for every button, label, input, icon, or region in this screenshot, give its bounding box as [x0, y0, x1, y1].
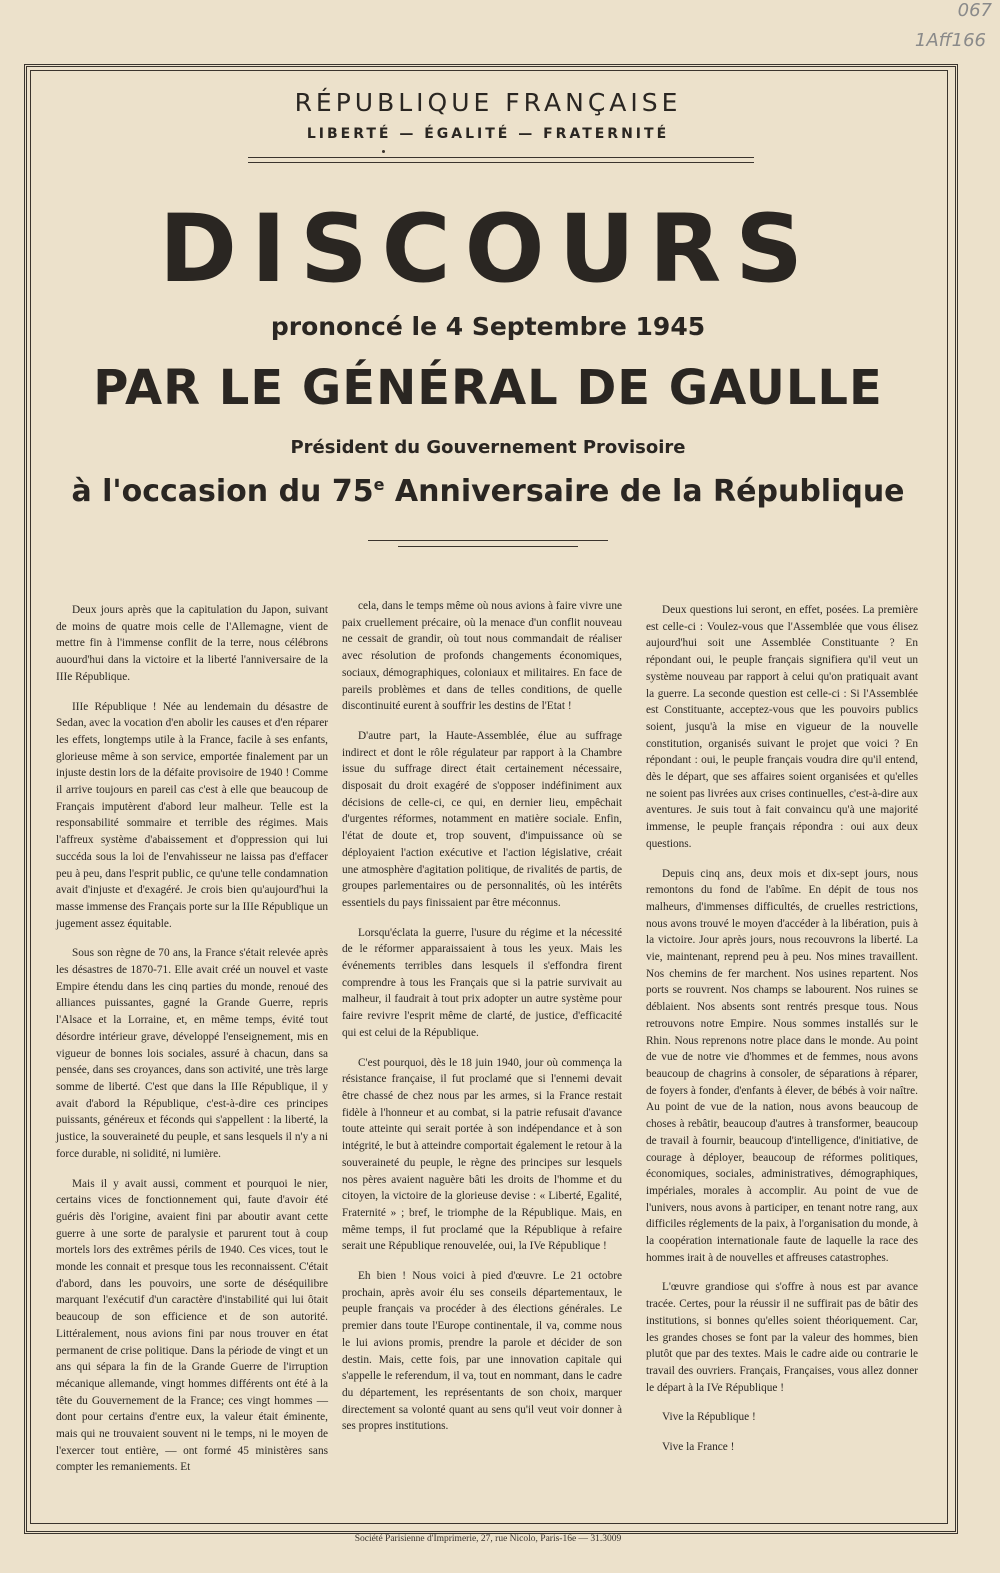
archive-reference: 1Aff166 [914, 30, 986, 51]
title-rule [398, 546, 578, 547]
paragraph: Depuis cinq ans, deux mois et dix-sept jours, nous remontons du fond de l'abîme. En dépit de tous nos malheurs, d'immenses difficultés, de cruelles restrictions, nous avons trouvé le moyen d'accéder à la libération, puis à la victoire. Jour après jours, nous recouvrons la liberté. La vie, maintenant, reprend peu à peu. Nos mines travaillent. Nos chemins de fer marchent. Nos usines repartent. Nos ports se rouvrent. Nos champs se labourent. Nos ruines se déblaient. Nos absents sont rentrés presque tous. Nous retrouvons notre Empire. Nous sommes installés sur le Rhin. Nous reprenons notre place dans le monde. Au point de vue de notre vie d'hommes et de femmes, nous avons beaucoup de chagrins à consoler, de séparations à réparer, de foyers à fonder, d'enfants à élever, de bébés à voir naître. Au point de vue de la nation, nous avons beaucoup de choses à rebâtir, beaucoup d'autres à transformer, beaucoup de travail à fournir, beaucoup d'intelligence, d'initiative, de courage à déployer, beaucoup de réformes politiques, économiques, sociales, administratives, démographiques, impériales, morales à accomplir. Au point de vue de l'univers, nous avons à participer, en tenant notre rang, aux difficiles réglements de la paix, à l'organisation du monde, à la coopération internationale faute de laquelle la race des hommes irait à de nouvelles et affreuses catastrophes. [646, 867, 918, 1264]
paragraph: Eh bien ! Nous voici à pied d'œuvre. Le 21 octobre prochain, après avoir élu ses conseils départementaux, le peuple français va procéder à des élections générales. Le premier dans toute l'Europe continentale, il va, comme nous le lui avions promis, prendre la parole et décider de son destin. Mais, cette fois, par une innovation capitale qui s'appelle le referendum, il va, tout en nommant, dans le cadre du département, les représentants de son choix, marquer directement sa volonté quant au sens qu'il veut voir donner à ses propres institutions. [342, 1270, 622, 1433]
text-column-3 [646, 602, 918, 1469]
closing-line: Vive la République ! [662, 1411, 756, 1424]
main-title: DISCOURS [158, 195, 817, 304]
text-column-2 [342, 598, 622, 1448]
paragraph: Sous son règne de 70 ans, la France s'était relevée après les désastres de 1870-71. Elle avait créé un nouvel et vaste Empire étendu dans les cinq parties du monde, renoué des alliances puissantes, gagné la Grande Guerre, repris l'Alsace et la Lorraine, et, en même temps, évité tout désordre intérieur grave, développé l'enseignement, mis en vigueur de bonnes lois sociales, assuré à chacun, dans sa pensée, dans ses croyances, dans son activité, une très large somme de liberté. C'est que dans la IIIe République, il y avait d'abord la République, c'est-à-dire ces principes puissants, généreux et féconds qui s'appellent : la liberté, la justice, la souveraineté du peuple, et sans lesquels il n'y a ni force durable, ni solidité, ni lumière. [56, 947, 328, 1160]
paragraph: Mais il y avait aussi, comment et pourquoi le nier, certains vices de fonctionnement qui, faute d'avoir été guéris dès l'origine, avaient fini par aboutir avant cette guerre à une sorte de paralysie et parurent tout à coup mortels lors des extrêmes périls de 1940. Ces vices, tout le monde les connait et presque tous les reconnaissent. C'était d'abord, dans les pouvoirs, une sorte de déséquilibre marquant l'exécutif d'un caractère d'instabilité qui lui ôtait beaucoup de son efficience et de son autorité. Littéralement, nous avions fini par nous trouver en état permanent de crise politique. Dans la période de vingt et un ans qui sépara la fin de la Grande Guerre de l'irruption mécanique allemande, vingt hommes différents ont été à la tête du Gouvernement de la France; ces vingt hommes — dont pour certains d'entre eux, la valeur était éminente, mais qui ne trouvaient souvent ni le temps, ni le moyen de l'exercer tout entière, — ont formé 45 ministères sans compter les remaniements. Et [56, 1177, 328, 1474]
paragraph: IIIe République ! Née au lendemain du désastre de Sedan, avec la vocation d'en abolir les causes et d'en réparer les effets, longtemps utile à la France, facile à ses enfants, glorieuse même à son service, emportée finalement par un injuste destin lors de la défaite provisoire de 1940 ! Comme il arrive toujours en pareil cas c'est à elle que beaucoup de Français imputèrent d'abord leur malheur. Telle est la responsabilité sommaire et terrible des régimes. Mais l'affreux système d'abaissement et d'oppression qui lui succéda sous la loi de l'envahisseur ne laissa pas d'effacer peu à peu, dans l'esprit public, ce qu'une telle condamnation avait d'injuste et d'exagéré. Je crois bien qu'aujourd'hui la masse immense des Français porte sur la IIIe République un jugement assez équitable. [56, 700, 328, 930]
republic-heading: RÉPUBLIQUE FRANÇAISE [294, 88, 682, 117]
ornament-dot [382, 150, 385, 153]
speaker-name: PAR LE GÉNÉRAL DE GAULLE [93, 360, 883, 416]
republic-motto: LIBERTÉ — ÉGALITÉ — FRATERNITÉ [306, 126, 670, 142]
paragraph: D'autre part, la Haute-Assemblée, élue au suffrage indirect et dont le rôle régulateur par rapport à la Chambre issue du suffrage direct était certainement nécessaire, disposait du droit exagéré de s'opposer indéfiniment aux décisions de celle-ci, ce qui, en dernier lieu, empêchait d'urgentes réformes, notamment en matière sociale. Enfin, l'état de doute et, trop souvent, d'impuissance où se déployaient l'action exécutive et l'action législative, créait une atmosphère d'agitation politique, de rivalités de partis, de groupes parlementaires ou de personnalités, où les intérêts essentiels du pays finissaient par être méconnus. [342, 729, 622, 909]
text-column-1 [56, 602, 328, 1489]
paragraph: C'est pourquoi, dès le 18 juin 1940, jour où commença la résistance française, il fut proclamé que si l'ennemi devait être chassé de chez nous par les armes, si la France restait fidèle à l'honneur et au combat, si la patrie refusait d'avance toute atteinte qui serait portée à son indépendance et à son intégrité, le but à atteindre comportait également le retour à la souveraineté du peuple, le règne des principes sur lesquels nos pères avaient naguère bâti les droits de l'homme et du citoyen, la victoire de la glorieuse devise : « Liberté, Egalité, Fraternité » ; bref, le triomphe de la République. Mais, en même temps, il fut proclamé que la République à refaire serait une République renouvelée, oui, la IVe République ! [342, 1056, 622, 1253]
printer-imprint: Société Parisienne d'Imprimerie, 27, rue Nicolo, Paris-16e — 31.3009 [354, 1534, 622, 1544]
paragraph: L'œuvre grandiose qui s'offre à nous est par avance tracée. Certes, pour la réussir il ne suffirait pas de bâtir des institutions, si bonnes qu'elles soient théoriquement. Car, les grandes choses se font par la valeur des hommes, bien plutôt que par des textes. Mais le cadre aide ou contrarie le travail des ouvriers. Français, Françaises, vous allez donner le départ à la IVe République ! [646, 1281, 918, 1394]
paragraph: Deux questions lui seront, en effet, posées. La première est celle-ci : Voulez-vous que l'Assemblée que vous élisez aujourd'hui soit une Assemblée Constituante ? En répondant oui, le peuple français signifiera qu'il veut un système nouveau par rapport à celui qu'on pratiquait avant la guerre. La seconde question est celle-ci : Si l'Assemblée est Constituante, acceptez-vous que les pouvoirs publics soient, jusqu'à la mise en vigueur de la nouvelle constitution, organisés suivant le projet que voici ? En répondant : oui, le peuple français voudra dire qu'il entend, dès le départ, que ses affaires soient organisées et qu'elles ne soient pas livrées aux crises continuelles, c'est-à-dire aux aventures. Je suis tout à fait convaincu qu'à une majorité immense, le peuple français répondra : oui aux deux questions. [646, 604, 918, 850]
closing-line: Vive la France ! [662, 1441, 735, 1454]
occasion-suffix: Anniversaire de la République [384, 474, 905, 509]
occasion-line [0, 474, 976, 509]
paragraph: Deux jours après que la capitulation du Japon, suivant de moins de quatre mois celle de l'Allemagne, vient de mettre fin à l'immense conflit de la terre, nous célébrons auourd'hui dans la victoire et la liberté l'anniversaire de la IIIe République. [56, 604, 328, 683]
speech-date: prononcé le 4 Septembre 1945 [270, 312, 706, 341]
paragraph: Lorsqu'éclata la guerre, l'usure du régime et la nécessité de le réformer apparaissaient à tous les yeux. Mais les événements terribles dans lesquels il s'effondra firent comprendre à tous les Français que si la patrie survivait au malheur, il faudrait à tout prix adopter un autre système pour faire revivre l'esprit même de clarté, de justice, d'efficacité qui est celui de la République. [342, 926, 622, 1039]
speaker-role: Président du Gouvernement Provisoire [290, 437, 686, 458]
header-rule [248, 162, 754, 163]
title-rule [368, 540, 608, 541]
header-rule [248, 157, 754, 158]
archive-number: 067 [957, 0, 992, 21]
paragraph: cela, dans le temps même où nous avions à faire vivre une paix cruellement précaire, où la menace d'un conflit nouveau ne cessait de grandir, où tout nous commandait de réaliser avec résolution de profonds changements économiques, sociaux, démographiques, coloniaux et militaires. En face de pareils problèmes et dans de telles conditions, de quelle discontinuité eurent à souffrir les destins de l'Etat ! [342, 600, 622, 713]
occasion-prefix: à l'occasion du 75 [71, 474, 374, 509]
occasion-ordinal: e [373, 475, 385, 494]
